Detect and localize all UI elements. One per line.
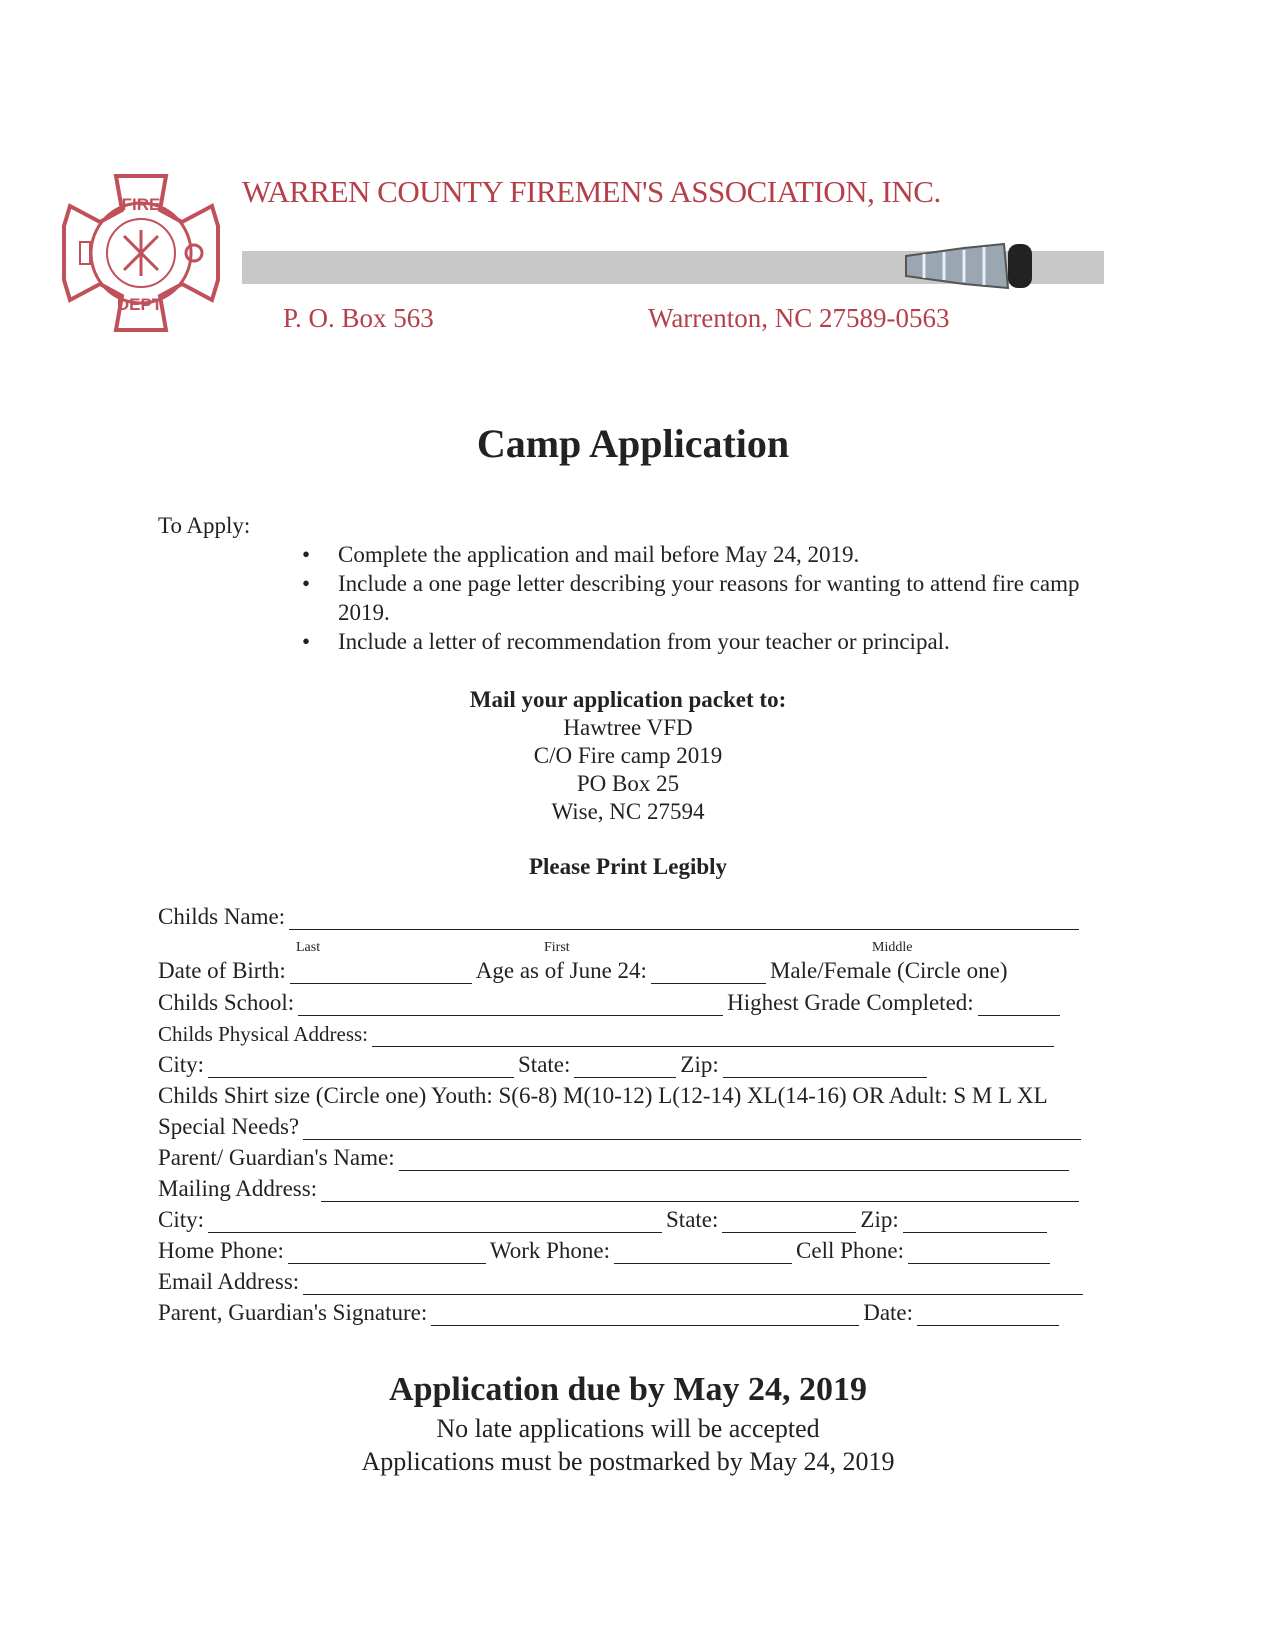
city-label: City: bbox=[158, 1207, 205, 1232]
guardian-name-row bbox=[158, 1139, 1098, 1171]
phone-row bbox=[158, 1232, 1098, 1264]
to-apply-label: To Apply: bbox=[158, 513, 251, 538]
special-needs-row bbox=[158, 1108, 1098, 1140]
mailing-block bbox=[0, 686, 1256, 826]
print-legibly-note: Please Print Legibly bbox=[528, 854, 728, 879]
cell-phone-field[interactable] bbox=[908, 1241, 1050, 1264]
guardian-state-field[interactable] bbox=[722, 1210, 856, 1233]
list-item: • Complete the application and mail before May 24, 2019. bbox=[300, 540, 1080, 569]
mailing-line: Wise, NC 27594 bbox=[551, 799, 705, 824]
mailing-heading: Mail your application packet to: bbox=[469, 687, 787, 712]
child-city-row bbox=[158, 1046, 1098, 1078]
signature-label: Parent, Guardian's Signature: bbox=[158, 1300, 428, 1325]
mailing-line: PO Box 25 bbox=[576, 771, 680, 796]
mailing-line: Hawtree VFD bbox=[563, 715, 693, 740]
guardian-zip-field[interactable] bbox=[903, 1210, 1047, 1233]
child-state-field[interactable] bbox=[574, 1055, 676, 1078]
school-row bbox=[158, 984, 1098, 1016]
name-first-caption: First bbox=[544, 940, 570, 955]
physical-address-row bbox=[158, 1015, 1098, 1047]
due-date-notes bbox=[0, 1412, 1256, 1478]
dob-field[interactable] bbox=[290, 961, 472, 984]
list-item: • Include a one page letter describing your reasons for wanting to attend fire camp 2019. bbox=[300, 569, 1080, 627]
signature-field[interactable] bbox=[431, 1303, 859, 1326]
school-label: Childs School: bbox=[158, 990, 295, 1015]
due-date-heading: Application due by May 24, 2019 bbox=[389, 1371, 867, 1408]
home-phone-label: Home Phone: bbox=[158, 1238, 284, 1263]
email-row bbox=[158, 1263, 1098, 1295]
city-label: City: bbox=[158, 1052, 205, 1077]
gender-label: Male/Female (Circle one) bbox=[769, 958, 1008, 983]
instruction-list bbox=[300, 540, 1080, 656]
childs-name-label: Childs Name: bbox=[158, 904, 286, 929]
logo-top-text: FIRE bbox=[121, 195, 161, 214]
age-label: Age as of June 24: bbox=[475, 958, 647, 983]
mailing-address-label: Mailing Address: bbox=[158, 1176, 318, 1201]
shirt-size-label: Childs Shirt size (Circle one) Youth: S(6-8) M(10-12) L(12-14) XL(14-16) OR Adult: S M L XL bbox=[158, 1083, 1048, 1108]
signature-row bbox=[158, 1294, 1098, 1326]
child-zip-field[interactable] bbox=[723, 1055, 927, 1078]
dob-row bbox=[158, 952, 1098, 984]
child-city-field[interactable] bbox=[208, 1055, 514, 1078]
date-label: Date: bbox=[863, 1300, 914, 1325]
list-item: • Include a letter of recommendation from your teacher or principal. bbox=[300, 627, 1080, 656]
school-field[interactable] bbox=[298, 993, 723, 1016]
postmark-notice: Applications must be postmarked by May 24, 2019 bbox=[361, 1447, 895, 1476]
city-state-zip: Warrenton, NC 27589-0563 bbox=[648, 303, 950, 333]
mailing-address-row bbox=[158, 1170, 1098, 1202]
zip-label: Zip: bbox=[680, 1052, 719, 1077]
date-field[interactable] bbox=[917, 1303, 1059, 1326]
physical-address-label: Childs Physical Address: bbox=[158, 1022, 369, 1046]
childs-name-row bbox=[158, 898, 1098, 930]
guardian-name-label: Parent/ Guardian's Name: bbox=[158, 1145, 395, 1170]
childs-name-field[interactable] bbox=[289, 907, 1079, 930]
name-last-caption: Last bbox=[296, 940, 321, 955]
special-needs-label: Special Needs? bbox=[158, 1114, 300, 1139]
age-field[interactable] bbox=[651, 961, 766, 984]
home-phone-field[interactable] bbox=[288, 1241, 486, 1264]
guardian-name-field[interactable] bbox=[399, 1148, 1069, 1171]
dob-label: Date of Birth: bbox=[158, 958, 286, 983]
grade-field[interactable] bbox=[978, 993, 1060, 1016]
logo-bottom-text: DEPT. bbox=[116, 295, 166, 314]
state-label: State: bbox=[518, 1052, 571, 1077]
fire-dept-logo bbox=[58, 170, 224, 336]
guardian-city-field[interactable] bbox=[208, 1210, 662, 1233]
shirt-size-row bbox=[158, 1077, 1098, 1109]
state-label: State: bbox=[666, 1207, 719, 1232]
cell-phone-label: Cell Phone: bbox=[796, 1238, 905, 1263]
email-label: Email Address: bbox=[158, 1269, 300, 1294]
page-title: Camp Application bbox=[476, 421, 790, 466]
po-box: P. O. Box 563 bbox=[283, 303, 434, 333]
work-phone-label: Work Phone: bbox=[489, 1238, 611, 1263]
hose-nozzle-icon bbox=[904, 238, 1054, 294]
zip-label: Zip: bbox=[860, 1207, 899, 1232]
special-needs-field[interactable] bbox=[303, 1117, 1081, 1140]
organization-name: WARREN COUNTY FIREMEN'S ASSOCIATION, INC. bbox=[242, 174, 941, 209]
name-middle-caption: Middle bbox=[872, 940, 913, 955]
late-notice: No late applications will be accepted bbox=[436, 1414, 820, 1443]
physical-address-field[interactable] bbox=[372, 1024, 1054, 1047]
mailing-address-field[interactable] bbox=[321, 1179, 1079, 1202]
grade-label: Highest Grade Completed: bbox=[727, 990, 974, 1015]
guardian-city-row bbox=[158, 1201, 1098, 1233]
mailing-line: C/O Fire camp 2019 bbox=[533, 743, 723, 768]
work-phone-field[interactable] bbox=[614, 1241, 792, 1264]
email-field[interactable] bbox=[303, 1272, 1083, 1295]
